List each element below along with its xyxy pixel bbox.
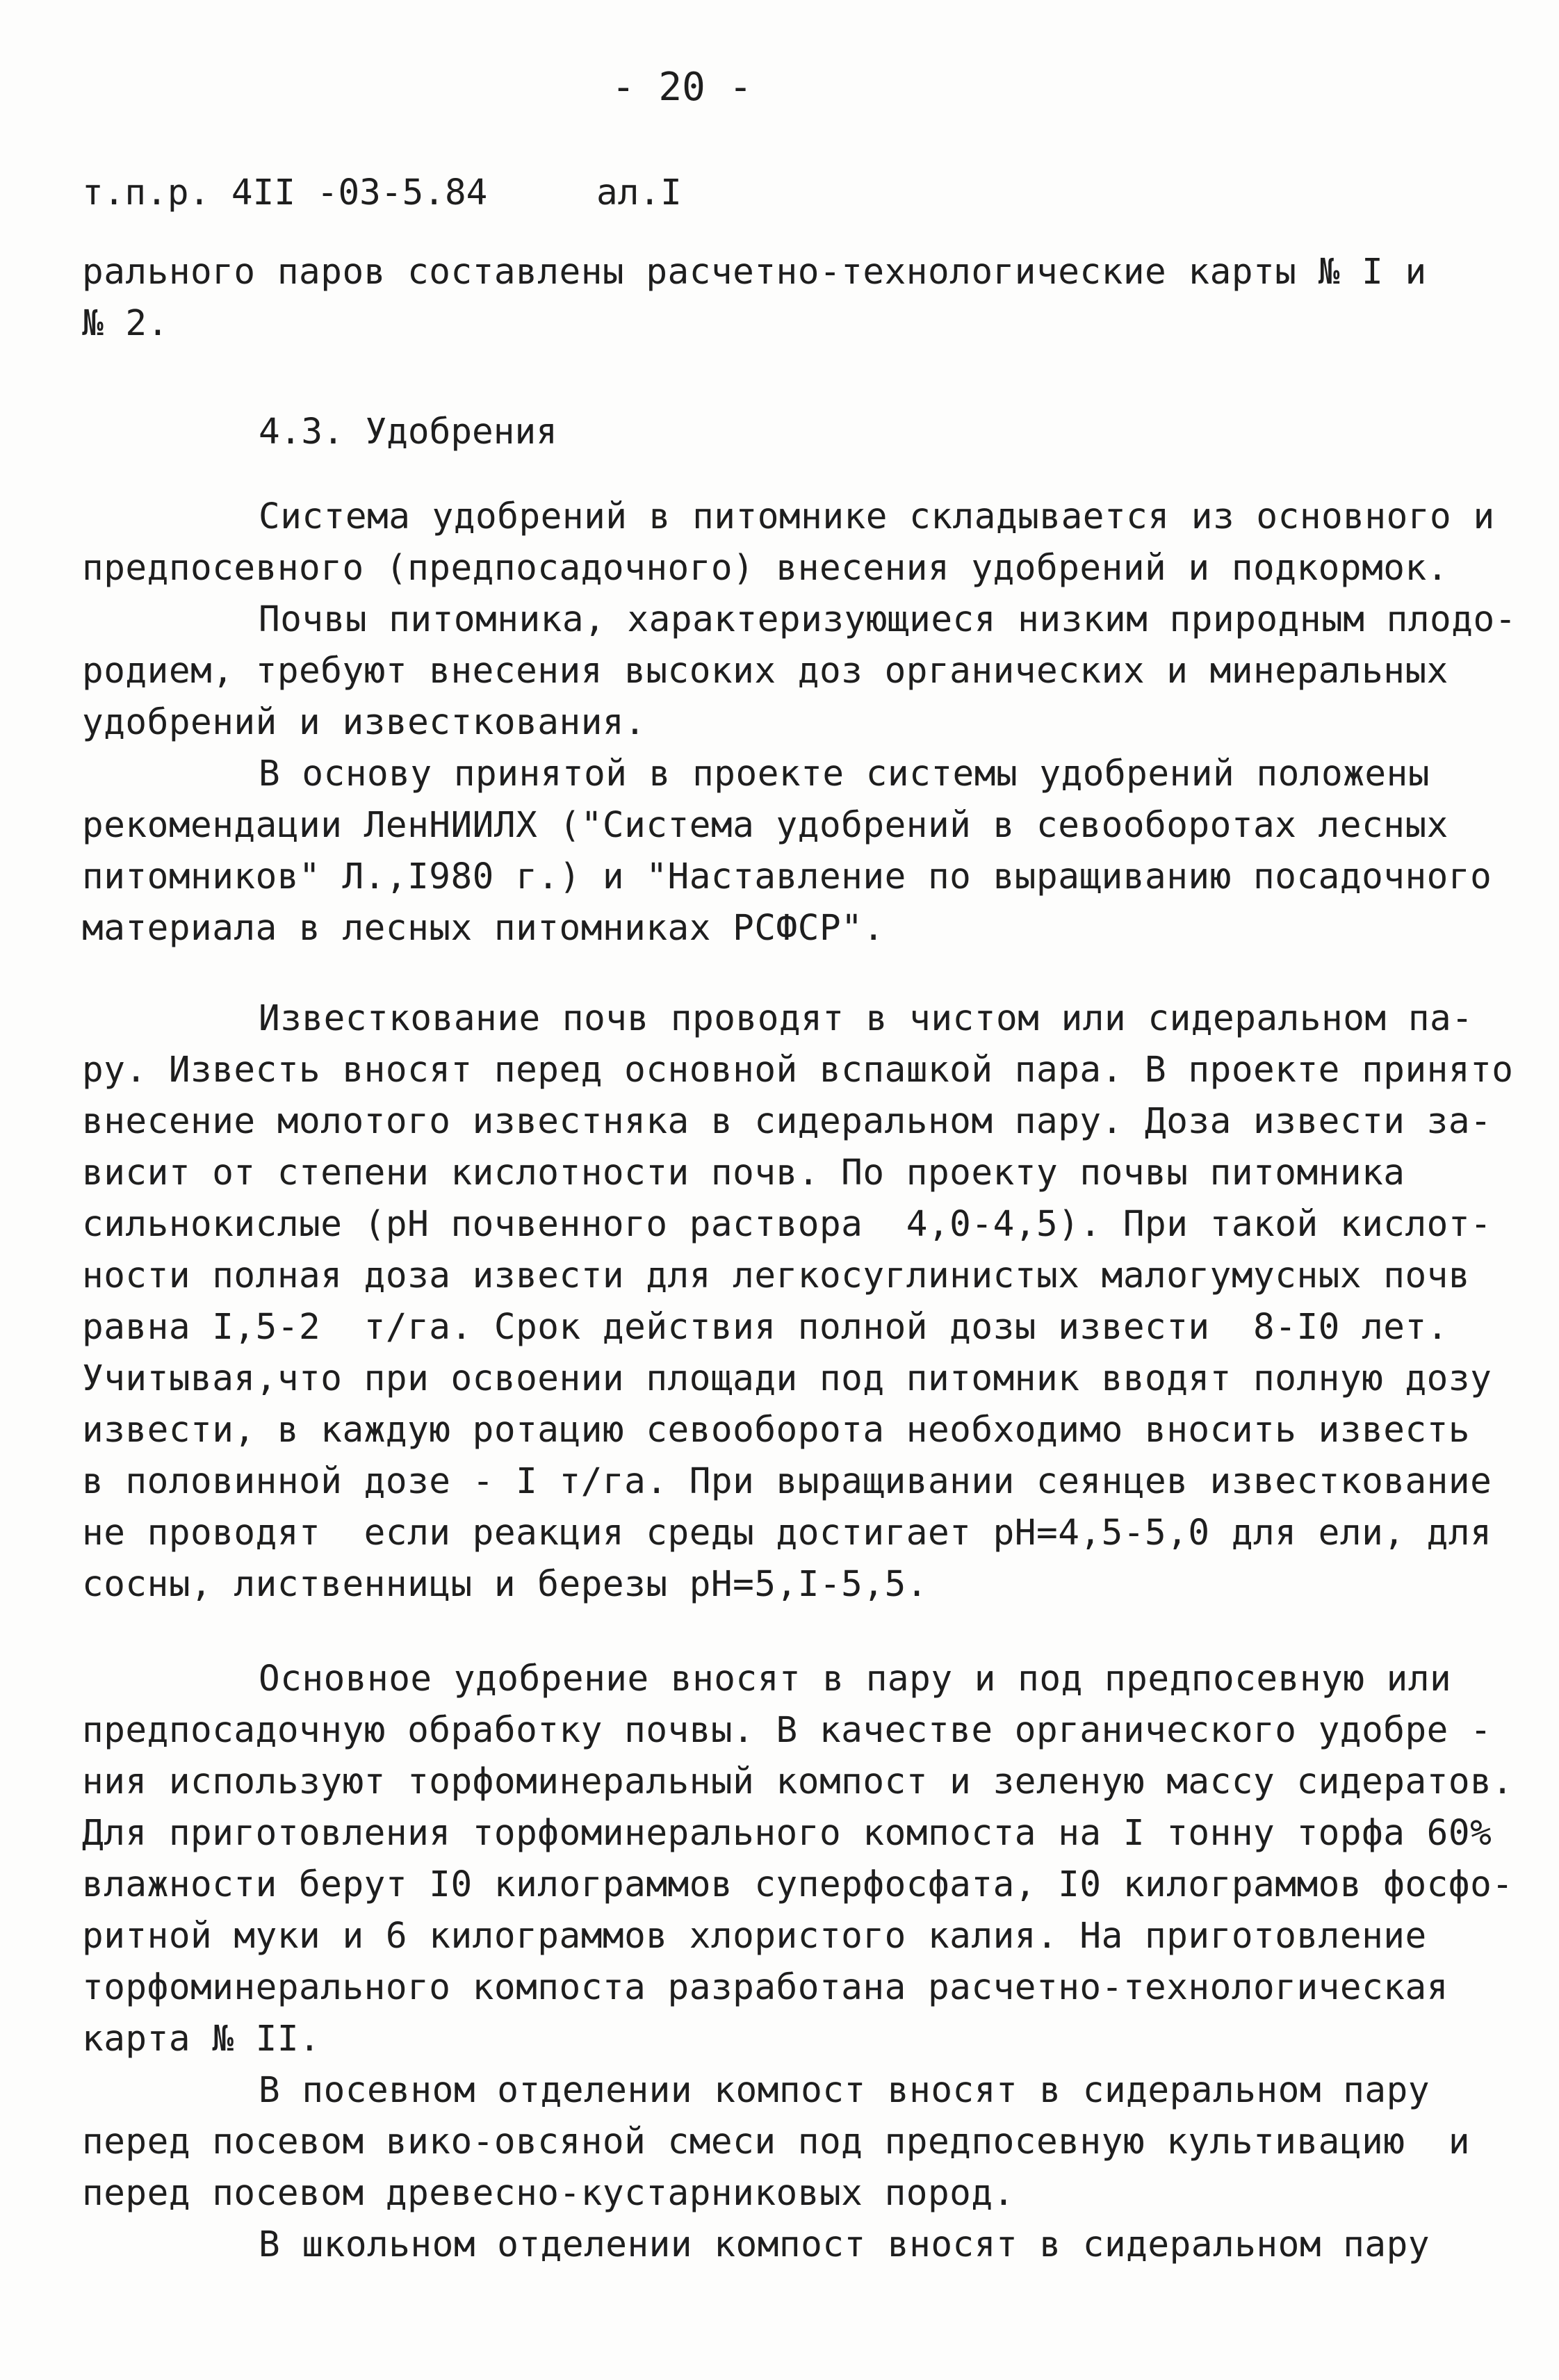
section-heading: 4.3. Удобрения <box>259 411 557 453</box>
text-line: перед посевом древесно-кустарниковых пород. <box>82 2173 1015 2214</box>
text-line: Учитывая,что при освоении площади под питомник вводят полную дозу <box>82 1358 1492 1399</box>
intro-line: № 2. <box>82 303 169 344</box>
text-line: питомников" Л.,I980 г.) и "Наставление по выращиванию посадочного <box>82 856 1492 897</box>
document-reference: т.п.р. 4II -03-5.84 <box>82 172 488 213</box>
sheet-reference: ал.I <box>596 172 682 213</box>
text-line: Система удобрений в питомнике складывается из основного и <box>259 496 1495 537</box>
text-line: предпосадочную обработку почвы. В качестве органического удобре - <box>82 1710 1492 1751</box>
text-line: висит от степени кислотности почв. По проекту почвы питомника <box>82 1152 1405 1193</box>
text-line: В основу принятой в проекте системы удобрений положены <box>259 753 1430 794</box>
text-line: Почвы питомника, характеризующиеся низким природным плодо- <box>259 599 1517 640</box>
text-line: ности полная доза извести для легкосуглинистых малогумусных почв <box>82 1255 1471 1296</box>
text-line: ния используют торфоминеральный компост и зеленую массу сидератов. <box>82 1761 1514 1802</box>
text-line: внесение молотого известняка в сидеральном пару. Доза извести за- <box>82 1101 1492 1142</box>
text-line: ру. Известь вносят перед основной вспашкой пара. В проекте принято <box>82 1050 1514 1091</box>
intro-line: рального паров составлены расчетно-технологические карты № I и <box>82 252 1427 293</box>
page-number: - 20 - <box>612 65 753 110</box>
text-line: сосны, лиственницы и березы рН=5,I-5,5. <box>82 1564 928 1605</box>
text-line: Известкование почв проводят в чистом или сидеральном па- <box>259 998 1474 1039</box>
text-line: ритной муки и 6 килограммов хлористого калия. На приготовление <box>82 1916 1427 1957</box>
text-line: Основное удобрение вносят в пару и под предпосевную или <box>259 1658 1452 1700</box>
text-line: материала в лесных питомниках РСФСР". <box>82 908 885 949</box>
text-line: сильнокислые (рН почвенного раствора 4,0-4,5). При такой кислот- <box>82 1204 1492 1245</box>
text-line: не проводят если реакция среды достигает рН=4,5-5,0 для ели, для <box>82 1513 1492 1554</box>
text-line: извести, в каждую ротацию севооборота необходимо вносить известь <box>82 1410 1471 1451</box>
text-line: перед посевом вико-овсяной смеси под предпосевную культивацию и <box>82 2121 1471 2162</box>
text-line: равна I,5-2 т/га. Срок действия полной дозы извести 8-I0 лет. <box>82 1307 1448 1348</box>
text-line: В посевном отделении компост вносят в сидеральном пару <box>259 2070 1430 2111</box>
text-line: удобрений и известкования. <box>82 702 646 743</box>
text-line: В школьном отделении компост вносят в сидеральном пару <box>259 2224 1430 2265</box>
text-line: торфоминерального компоста разработана расчетно-технологическая <box>82 1967 1448 2008</box>
text-line: родием, требуют внесения высоких доз органических и минеральных <box>82 651 1448 692</box>
text-line: влажности берут I0 килограммов суперфосфата, I0 килограммов фосфо- <box>82 1864 1514 1905</box>
text-line: предпосевного (предпосадочного) внесения удобрений и подкормок. <box>82 548 1448 589</box>
text-line: Для приготовления торфоминерального компоста на I тонну торфа 60% <box>82 1813 1492 1854</box>
text-line: карта № II. <box>82 2019 321 2060</box>
text-line: рекомендации ЛенНИИЛХ ("Система удобрений в севооборотах лесных <box>82 805 1448 846</box>
text-line: в половинной дозе - I т/га. При выращивании сеянцев известкование <box>82 1461 1492 1502</box>
